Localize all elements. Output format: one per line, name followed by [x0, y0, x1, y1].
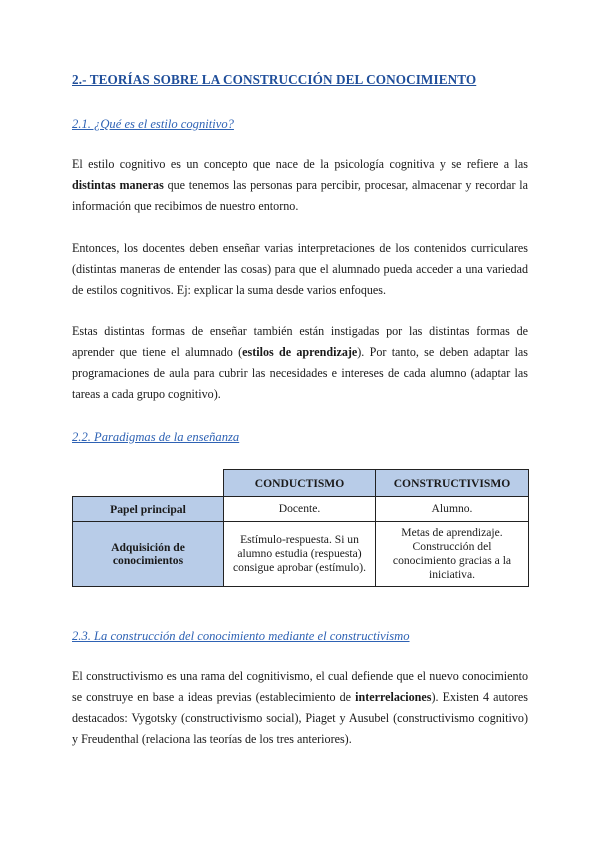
table-empty-corner	[73, 470, 224, 497]
table-cell: Estímulo-respuesta. Si un alumno estudia (respuesta) consigue aprobar (estímulo).	[224, 522, 376, 587]
text-run: El estilo cognitivo es un concepto que nace de la psicología cognitiva y se refiere a las	[72, 157, 528, 171]
bold-text: estilos de aprendizaje	[242, 345, 358, 359]
main-heading: 2.- TEORÍAS SOBRE LA CONSTRUCCIÓN DEL CONOCIMIENTO	[72, 72, 477, 87]
table-cell: Docente.	[224, 497, 376, 522]
section-title-estilo-cognitivo: 2.1. ¿Qué es el estilo cognitivo?	[72, 117, 234, 131]
row-header-adquisicion: Adquisición de conocimientos	[73, 522, 224, 587]
row-header-papel-principal: Papel principal	[73, 497, 224, 522]
text-run: ). Por tanto, se deben adaptar las programaciones de aula para cubrir las necesidades e intereses de cada alumno (adaptar las tareas a cada grupo cognitivo).	[72, 345, 528, 401]
text-run: que tenemos las personas para percibir, procesar, almacenar y recordar la información que recibimos de nuestro entorno.	[72, 178, 528, 213]
section-title-paradigmas: 2.2. Paradigmas de la enseñanza	[72, 430, 240, 444]
table-row	[73, 497, 529, 522]
table-header-row	[73, 470, 529, 497]
paragraph-estilo-cognitivo-definicion	[72, 154, 528, 217]
column-header-constructivismo: CONSTRUCTIVISMO	[376, 470, 529, 497]
table-cell: Metas de aprendizaje. Construcción del conocimiento gracias a la iniciativa.	[376, 522, 529, 587]
text-run: ). Existen 4 autores destacados: Vygotsky (constructivismo social), Piaget y Ausubel (constructivismo cognitivo) y Freudenthal (relaciona las teorías de los tres anteriores).	[72, 690, 528, 746]
bold-text: distintas maneras	[72, 178, 164, 192]
text-run: Estas distintas formas de enseñar también están instigadas por las distintas formas de aprender que tiene el alumnado (	[72, 324, 528, 359]
paradigms-table	[72, 469, 529, 587]
section-title-construccion-conocimiento: 2.3. La construcción del conocimiento mediante el constructivismo	[72, 629, 410, 643]
paragraph-constructivismo	[72, 666, 528, 750]
table-row	[73, 522, 529, 587]
paragraph-docentes: Entonces, los docentes deben enseñar varias interpretaciones de los contenidos curriculares (distintas maneras de entender las cosas) para que el alumnado pueda acceder a una variedad de estilos cognitivos. Ej: explicar la suma desde varios enfoques.	[72, 241, 528, 297]
table-cell: Alumno.	[376, 497, 529, 522]
bold-text: interrelaciones	[355, 690, 432, 704]
column-header-conductismo: CONDUCTISMO	[224, 470, 376, 497]
paragraph-estilos-aprendizaje	[72, 321, 528, 405]
text-run: El constructivismo es una rama del cognitivismo, el cual defiende que el nuevo conocimiento se construye en base a ideas previas (establecimiento de	[72, 669, 528, 704]
